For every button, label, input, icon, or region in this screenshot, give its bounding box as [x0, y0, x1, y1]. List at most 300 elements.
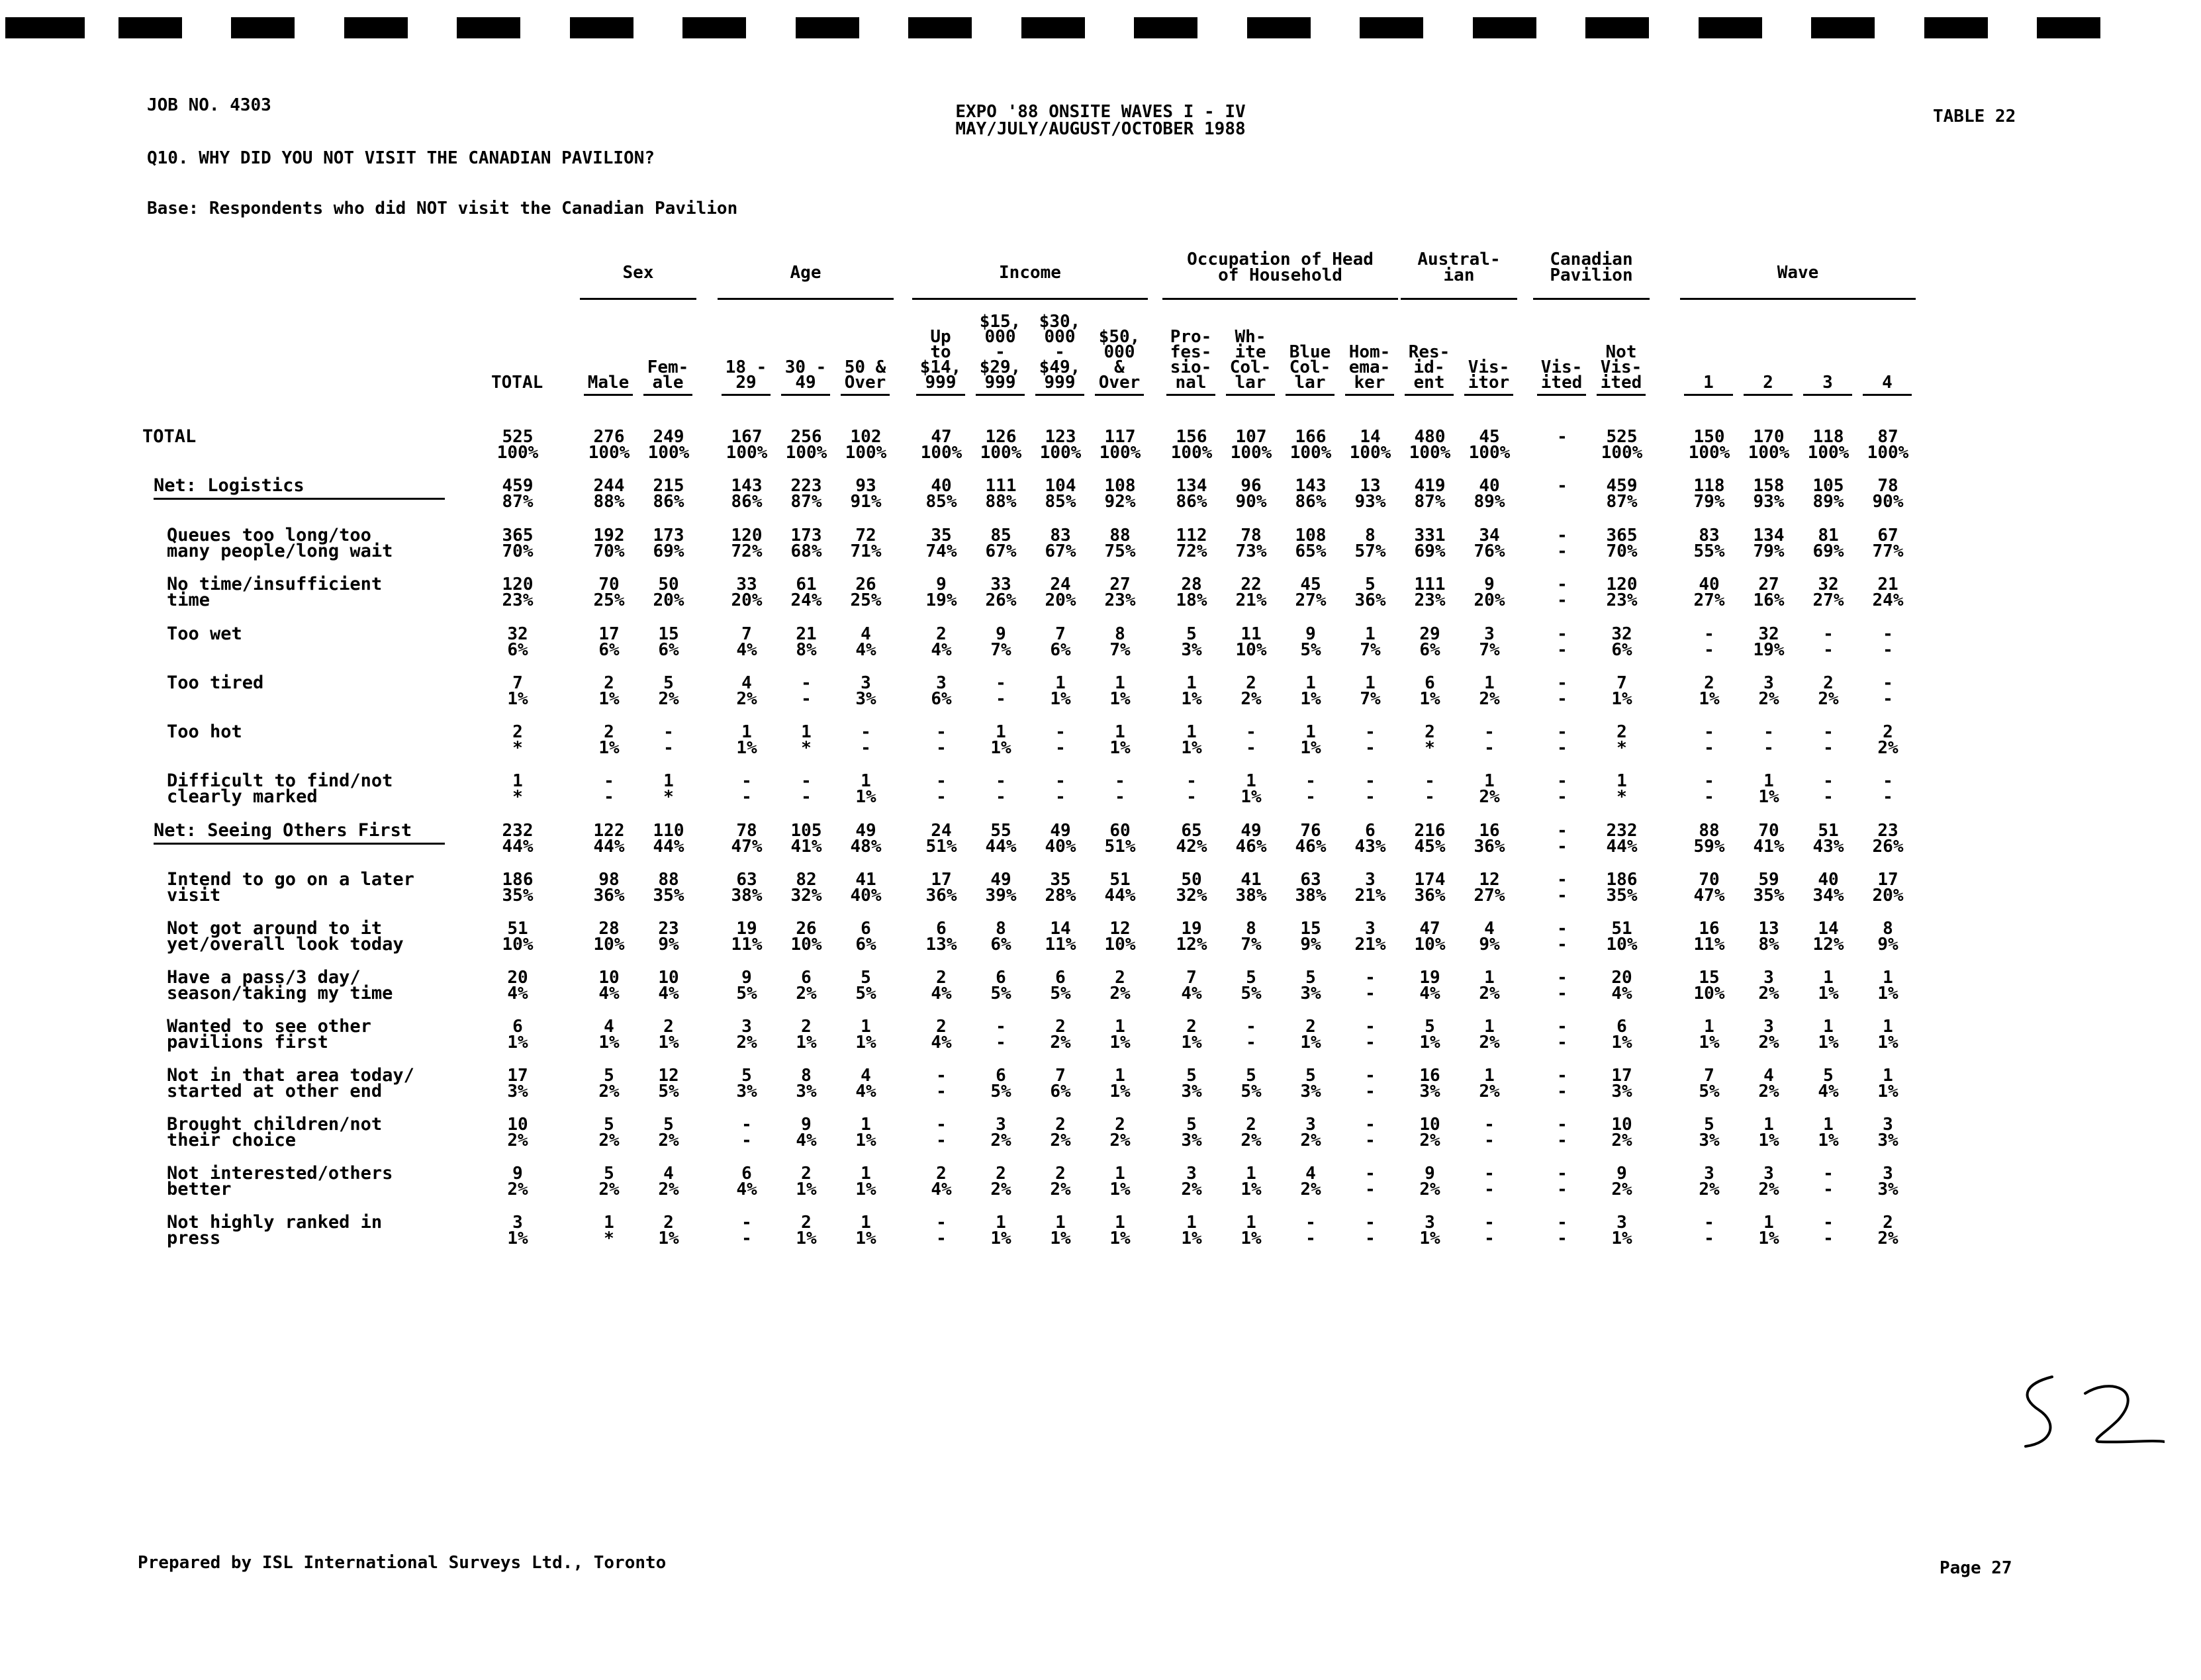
perforation-block [682, 17, 746, 38]
table-cell: 126 100% [980, 427, 1022, 463]
table-cell: 1 2% [1479, 1017, 1500, 1052]
table-cell: 2 1% [796, 1213, 817, 1248]
table-cell: - - [1484, 1115, 1495, 1150]
table-cell: 3 2% [1300, 1115, 1321, 1150]
table-cell: 1 7% [1360, 673, 1381, 709]
table-cell: 9 5% [1300, 624, 1321, 660]
column-header: Blue Col- lar [1289, 342, 1331, 393]
table-cell: - - [1186, 771, 1197, 807]
table-cell: 22 21% [1235, 575, 1267, 610]
table-cell: 3 21% [1354, 870, 1386, 906]
table-cell: 88 35% [653, 870, 684, 906]
column-header-underline [1537, 394, 1586, 396]
table-cell: 2 * [512, 722, 523, 758]
table-cell: 16 3% [1419, 1066, 1440, 1101]
table-cell: 5 5% [855, 968, 876, 1003]
table-cell: - - [1557, 1066, 1568, 1101]
column-header: Up to $14, 999 [919, 327, 962, 393]
table-cell: - - [1704, 722, 1714, 758]
table-cell: 2 4% [931, 1164, 952, 1199]
table-cell: 107 100% [1230, 427, 1272, 463]
table-cell: 2 * [1616, 722, 1627, 758]
table-cell: 28 18% [1176, 575, 1207, 610]
table-cell: 2 2% [1877, 1213, 1898, 1248]
table-cell: 192 70% [593, 526, 625, 561]
column-group-header: Canadian Pavilion [1550, 250, 1633, 285]
table-cell: 7 6% [1050, 1066, 1071, 1101]
table-cell: 3 2% [1758, 1164, 1779, 1199]
table-cell: 3 2% [990, 1115, 1011, 1150]
column-header-underline [1345, 394, 1394, 396]
table-cell: 2 4% [931, 624, 952, 660]
table-cell: 5 3% [1181, 624, 1202, 660]
table-cell: 3 1% [507, 1213, 528, 1248]
table-cell: 3 2% [1758, 1017, 1779, 1052]
table-cell: 63 38% [1295, 870, 1327, 906]
table-cell: 167 100% [726, 427, 768, 463]
table-cell: - - [936, 771, 947, 807]
table-cell: 6 5% [1050, 968, 1071, 1003]
table-cell: - - [1365, 1115, 1376, 1150]
table-cell: 3 1% [1419, 1213, 1440, 1248]
table-cell: 4 2% [736, 673, 757, 709]
table-cell: 120 23% [1606, 575, 1638, 610]
column-header-underline [1226, 394, 1275, 396]
table-cell: 1 * [1616, 771, 1627, 807]
table-cell: - - [1557, 1115, 1568, 1150]
table-cell: 10 4% [598, 968, 620, 1003]
table-cell: 47 10% [1414, 919, 1446, 955]
table-cell: 7 5% [1699, 1066, 1720, 1101]
table-cell: 120 23% [502, 575, 534, 610]
table-cell: - - [1557, 722, 1568, 758]
table-cell: 186 35% [502, 870, 534, 906]
table-cell: - - [1704, 624, 1714, 660]
table-cell: - - [1823, 771, 1834, 807]
table-cell: 2 4% [931, 1017, 952, 1052]
row-label: Have a pass/3 day/ season/taking my time [167, 967, 393, 1003]
report-title [0, 103, 2201, 138]
table-cell: 2 4% [931, 968, 952, 1003]
table-cell: 7 6% [1050, 624, 1071, 660]
table-cell: 5 3% [1181, 1115, 1202, 1150]
column-header: Wh- ite Col- lar [1229, 327, 1272, 393]
table-cell: 96 90% [1235, 476, 1267, 512]
table-cell: - - [1365, 1164, 1376, 1199]
table-cell: 150 100% [1688, 427, 1730, 463]
table-cell: 88 75% [1104, 526, 1136, 561]
table-cell: 9 5% [736, 968, 757, 1003]
row-label: Too wet [167, 624, 242, 644]
column-group-header: Income [999, 263, 1061, 283]
table-cell: 5 2% [598, 1164, 620, 1199]
table-cell: 14 11% [1045, 919, 1076, 955]
table-cell: 51 43% [1812, 821, 1844, 857]
table-cell: 40 89% [1474, 476, 1505, 512]
table-cell: 2 1% [1181, 1017, 1202, 1052]
table-cell: 232 44% [502, 821, 534, 857]
table-cell: 12 5% [658, 1066, 679, 1101]
table-cell: 3 7% [1479, 624, 1500, 660]
perforation-block [1134, 17, 1197, 38]
table-cell: 1 1% [855, 1213, 876, 1248]
table-cell: 1 1% [1818, 968, 1839, 1003]
table-cell: - - [1484, 722, 1495, 758]
table-cell: 256 100% [785, 427, 827, 463]
table-cell: - - [1823, 722, 1834, 758]
table-cell: 55 44% [985, 821, 1017, 857]
row-label: Wanted to see other pavilions first [167, 1016, 371, 1052]
perforation-block [796, 17, 859, 38]
column-header-underline [1035, 394, 1084, 396]
table-cell: 1 1% [1877, 1066, 1898, 1101]
table-cell: 51 10% [1606, 919, 1638, 955]
table-cell: - - [1883, 771, 1893, 807]
table-cell: 6 4% [736, 1164, 757, 1199]
table-cell: 82 32% [790, 870, 822, 906]
table-cell: 1 1% [1818, 1115, 1839, 1150]
table-cell: 9 4% [796, 1115, 817, 1150]
table-cell: 78 73% [1235, 526, 1267, 561]
table-cell: 49 46% [1235, 821, 1267, 857]
table-cell: - - [1704, 771, 1714, 807]
table-cell: - - [936, 1213, 947, 1248]
table-cell: 118 100% [1807, 427, 1850, 463]
table-cell: 19 11% [731, 919, 763, 955]
row-label: Difficult to find/not clearly marked [167, 770, 393, 807]
table-cell: 19 12% [1176, 919, 1207, 955]
table-cell: 13 8% [1758, 919, 1779, 955]
column-header: $30, 000 - $49, 999 [1039, 312, 1081, 393]
table-cell: 3 6% [931, 673, 952, 709]
table-cell: - [1557, 427, 1568, 447]
table-cell: 112 72% [1176, 526, 1207, 561]
column-header-underline [1095, 394, 1144, 396]
perforation-block [1473, 17, 1536, 38]
column-group-header: Occupation of Head of Household [1187, 250, 1374, 285]
table-cell: 2 * [1425, 722, 1435, 758]
table-cell: 15 10% [1693, 968, 1725, 1003]
table-cell: - - [1365, 1213, 1376, 1248]
net-row-underline [154, 498, 445, 500]
table-cell: 1 1% [1181, 1213, 1202, 1248]
table-cell: 4 4% [855, 624, 876, 660]
table-cell: 45 27% [1295, 575, 1327, 610]
table-cell: 5 5% [1241, 1066, 1262, 1101]
table-cell: 122 44% [593, 821, 625, 857]
column-header: 30 - 49 [784, 357, 827, 393]
table-cell: 9 7% [990, 624, 1011, 660]
table-cell: 4 4% [855, 1066, 876, 1101]
table-cell: 6 5% [990, 1066, 1011, 1101]
table-number: TABLE 22 [1933, 107, 2016, 126]
table-cell: - - [1246, 722, 1256, 758]
perforation-block [570, 17, 633, 38]
table-cell: 134 79% [1753, 526, 1785, 561]
table-cell: 156 100% [1170, 427, 1213, 463]
table-cell: 2 2% [1109, 1115, 1131, 1150]
perforation-block [231, 17, 295, 38]
table-cell: 14 100% [1349, 427, 1391, 463]
table-cell: 26 25% [850, 575, 882, 610]
table-cell: - - [1557, 575, 1568, 610]
column-header: 18 - 29 [725, 357, 767, 393]
table-cell: 24 20% [1045, 575, 1076, 610]
table-cell: 21 8% [796, 624, 817, 660]
table-cell: - - [1365, 1017, 1376, 1052]
table-cell: 1 1% [855, 1115, 876, 1150]
table-cell: 1 1% [1241, 771, 1262, 807]
row-label: Not got around to it yet/overall look today [167, 918, 404, 955]
table-cell: 2 2% [1241, 1115, 1262, 1150]
table-cell: 33 20% [731, 575, 763, 610]
table-cell: - - [996, 1017, 1006, 1052]
table-cell: 4 1% [598, 1017, 620, 1052]
table-cell: 3 2% [1758, 968, 1779, 1003]
table-cell: 65 42% [1176, 821, 1207, 857]
table-cell: 123 100% [1039, 427, 1082, 463]
row-label: Brought children/not their choice [167, 1114, 383, 1150]
table-cell: 51 10% [502, 919, 534, 955]
table-cell: 7 4% [736, 624, 757, 660]
table-cell: 5 4% [1818, 1066, 1839, 1101]
table-cell: 63 38% [731, 870, 763, 906]
table-cell: 2 1% [796, 1164, 817, 1199]
table-cell: 20 4% [1611, 968, 1632, 1003]
perforated-top-edge [0, 17, 2201, 38]
table-cell: - - [996, 771, 1006, 807]
table-cell: 1 1% [1109, 1066, 1131, 1101]
table-cell: - - [1365, 771, 1376, 807]
table-cell: 331 69% [1414, 526, 1446, 561]
table-cell: 102 100% [845, 427, 887, 463]
table-cell: 98 36% [593, 870, 625, 906]
table-cell: 33 26% [985, 575, 1017, 610]
column-header: 50 & Over [844, 357, 886, 393]
table-cell: 1 1% [1241, 1213, 1262, 1248]
column-header: 2 [1763, 373, 1773, 393]
column-header-underline [1863, 394, 1912, 396]
table-cell: 6 1% [1419, 673, 1440, 709]
table-cell: 21 24% [1872, 575, 1904, 610]
table-cell: 49 40% [1045, 821, 1076, 857]
table-cell: 120 72% [731, 526, 763, 561]
table-cell: 50 20% [653, 575, 684, 610]
table-cell: 81 69% [1812, 526, 1844, 561]
table-cell: 1 1% [1758, 1115, 1779, 1150]
table-cell: 111 23% [1414, 575, 1446, 610]
table-cell: 17 6% [598, 624, 620, 660]
table-cell: - - [1305, 771, 1316, 807]
table-cell: 2 1% [658, 1017, 679, 1052]
table-cell: - - [1055, 771, 1066, 807]
table-cell: 1 2% [1479, 1066, 1500, 1101]
net-row-label: Net: Logistics [154, 475, 304, 496]
table-cell: 16 36% [1474, 821, 1505, 857]
table-cell: - - [1557, 526, 1568, 561]
table-cell: 35 28% [1045, 870, 1076, 906]
table-cell: 24 51% [925, 821, 957, 857]
perforation-block [1360, 17, 1423, 38]
column-header-underline [1684, 394, 1733, 396]
column-header-underline [1405, 394, 1454, 396]
perforation-block [1811, 17, 1875, 38]
table-cell: 17 3% [507, 1066, 528, 1101]
table-cell: 72 71% [850, 526, 882, 561]
table-cell: 158 93% [1753, 476, 1785, 512]
row-label: TOTAL [142, 426, 197, 447]
table-cell: 4 2% [658, 1164, 679, 1199]
table-cell: 1 1% [1109, 1017, 1131, 1052]
table-cell: 1 1% [1699, 1017, 1720, 1052]
table-cell: 17 20% [1872, 870, 1904, 906]
table-cell: 15 9% [1300, 919, 1321, 955]
table-cell: 3 3% [1877, 1164, 1898, 1199]
column-header: Fem- ale [647, 357, 689, 393]
table-cell: 3 21% [1354, 919, 1386, 955]
table-cell: 7 1% [1611, 673, 1632, 709]
table-cell: 1 1% [1818, 1017, 1839, 1052]
table-cell: 2 1% [796, 1017, 817, 1052]
perforation-block [5, 17, 85, 38]
table-cell: - - [801, 771, 812, 807]
report-title-line-1: EXPO '88 ONSITE WAVES I - IV [955, 102, 1246, 122]
table-cell: 6 13% [925, 919, 957, 955]
table-cell: - - [1305, 1213, 1316, 1248]
table-cell: 3 2% [1181, 1164, 1202, 1199]
row-label: Too tired [167, 673, 264, 693]
table-cell: 4 9% [1479, 919, 1500, 955]
table-cell: 1 2% [1479, 771, 1500, 807]
table-cell: 1 1% [1241, 1164, 1262, 1199]
column-header-underline [584, 394, 633, 396]
table-cell: - - [1246, 1017, 1256, 1052]
job-number: JOB NO. 4303 [147, 95, 271, 115]
column-header: Vis- ited [1540, 357, 1583, 393]
table-cell: 8 7% [1109, 624, 1131, 660]
table-cell: 1 1% [990, 722, 1011, 758]
table-cell: 459 87% [1606, 476, 1638, 512]
table-cell: - [1557, 476, 1568, 496]
table-cell: 5 3% [1181, 1066, 1202, 1101]
table-cell: 50 32% [1176, 870, 1207, 906]
table-cell: 16 11% [1693, 919, 1725, 955]
table-cell: 8 3% [796, 1066, 817, 1101]
table-cell: 8 57% [1354, 526, 1386, 561]
table-cell: 78 47% [731, 821, 763, 857]
table-cell: 23 26% [1872, 821, 1904, 857]
table-cell: 49 39% [985, 870, 1017, 906]
table-cell: 70 41% [1753, 821, 1785, 857]
table-cell: - - [1557, 919, 1568, 955]
table-cell: 525 100% [496, 427, 539, 463]
table-cell: - - [936, 1115, 947, 1150]
perforation-block [908, 17, 972, 38]
table-cell: 70 25% [593, 575, 625, 610]
table-cell: 365 70% [502, 526, 534, 561]
perforation-block [1585, 17, 1649, 38]
table-cell: 173 69% [653, 526, 684, 561]
table-cell: 5 2% [598, 1066, 620, 1101]
table-cell: 5 2% [598, 1115, 620, 1150]
table-cell: 61 24% [790, 575, 822, 610]
table-cell: 5 36% [1354, 575, 1386, 610]
table-cell: 34 76% [1474, 526, 1505, 561]
table-cell: - - [1763, 722, 1774, 758]
table-cell: 11 10% [1235, 624, 1267, 660]
table-cell: 117 100% [1099, 427, 1141, 463]
table-cell: 40 27% [1693, 575, 1725, 610]
row-label: Not highly ranked in press [167, 1212, 383, 1248]
column-group-header: Wave [1777, 263, 1819, 283]
table-cell: - - [1883, 624, 1893, 660]
table-cell: 480 100% [1409, 427, 1451, 463]
table-cell: 104 85% [1045, 476, 1076, 512]
table-cell: 2 2% [1050, 1164, 1071, 1199]
column-header: Hom- ema- ker [1348, 342, 1391, 393]
table-cell: 1 1% [1300, 722, 1321, 758]
table-cell: 3 1% [1611, 1213, 1632, 1248]
table-cell: 12 27% [1474, 870, 1505, 906]
table-cell: 4 2% [1300, 1164, 1321, 1199]
row-label: Not in that area today/ started at other end [167, 1065, 414, 1101]
table-cell: - - [1557, 1017, 1568, 1052]
table-cell: 2 2% [1877, 722, 1898, 758]
column-header-underline [841, 394, 890, 396]
table-cell: 108 65% [1295, 526, 1327, 561]
table-cell: 1 1% [1758, 771, 1779, 807]
table-cell: 1 * [604, 1213, 614, 1248]
table-cell: - - [1557, 1164, 1568, 1199]
perforation-block [457, 17, 520, 38]
table-cell: 88 59% [1693, 821, 1725, 857]
table-cell: 27 16% [1753, 575, 1785, 610]
table-cell: 7 1% [507, 673, 528, 709]
column-header-underline [1464, 394, 1513, 396]
table-cell: - - [604, 771, 614, 807]
table-cell: - - [1704, 1213, 1714, 1248]
table-cell: 6 1% [1611, 1017, 1632, 1052]
table-cell: 27 23% [1104, 575, 1136, 610]
column-header-underline [643, 394, 692, 396]
table-cell: 2 1% [598, 673, 620, 709]
footer-page-number: Page 27 [1940, 1558, 2012, 1578]
table-cell: 2 1% [658, 1213, 679, 1248]
row-label: Not interested/others better [167, 1163, 393, 1199]
table-cell: 1 2% [1479, 968, 1500, 1003]
table-cell: 10 2% [507, 1115, 528, 1150]
table-cell: 244 88% [593, 476, 625, 512]
table-cell: 3 2% [1699, 1164, 1720, 1199]
table-cell: - - [1557, 821, 1568, 857]
table-cell: 105 41% [790, 821, 822, 857]
table-cell: - - [936, 722, 947, 758]
table-cell: - - [1425, 771, 1435, 807]
table-cell: 9 2% [507, 1164, 528, 1199]
table-cell: 32 27% [1812, 575, 1844, 610]
column-header: 3 [1822, 373, 1833, 393]
column-header-underline [781, 394, 830, 396]
row-label: Queues too long/too many people/long wait [167, 525, 393, 561]
table-cell: 29 6% [1419, 624, 1440, 660]
table-cell: 8 6% [990, 919, 1011, 955]
table-cell: 5 2% [658, 1115, 679, 1150]
table-cell: 419 87% [1414, 476, 1446, 512]
table-cell: 32 6% [507, 624, 528, 660]
table-cell: 276 100% [588, 427, 630, 463]
table-cell: - - [1055, 722, 1066, 758]
table-cell: - - [1883, 673, 1893, 709]
